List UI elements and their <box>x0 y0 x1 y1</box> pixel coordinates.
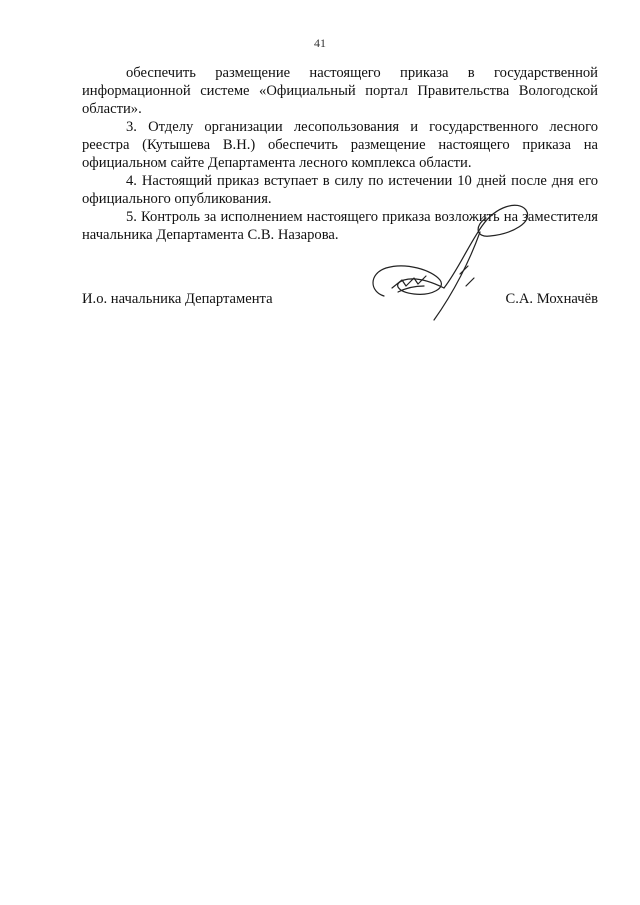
paragraph-4-entry-into-force: 4. Настоящий приказ вступает в силу по истечении 10 дней после дня его официального опубликования. <box>82 173 598 207</box>
paragraph-publication-portal: обеспечить размещение настоящего приказа в государственной информационной системе «Официальный портал Правительства Вологодской области». <box>82 65 598 117</box>
paragraph-5-control: 5. Контроль за исполнением настоящего приказа возложить на заместителя начальника Департамента С.В. Назарова. <box>82 209 598 243</box>
signatory-role: И.о. начальника Департамента <box>82 291 273 307</box>
page-number: 41 <box>314 36 326 50</box>
signatory-name: С.А. Мохначёв <box>505 291 598 307</box>
paragraph-3-forest-registry: 3. Отделу организации лесопользования и государственного лесного реестра (Кутышева В.Н.) обеспечить размещение настоящего приказа на официальном сайте Департамента лесного комплекса области. <box>82 119 598 171</box>
